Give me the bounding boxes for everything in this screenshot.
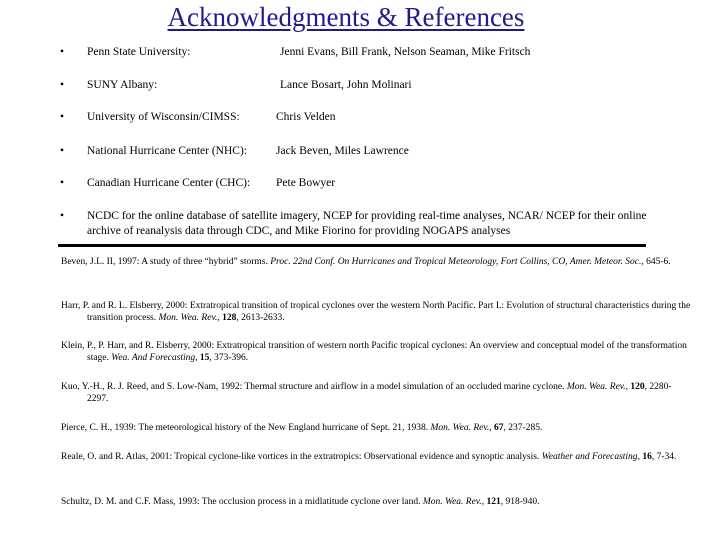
reference-text: Kuo, Y.-H., R. J. Reed, and S. Low-Nam, 1992: Thermal structure and airflow in a model simulation of an occluded marine cyclone. — [61, 382, 567, 392]
reference-item: Kuo, Y.-H., R. J. Reed, and S. Low-Nam, 1992: Thermal structure and airflow in a model simulation of an occluded marine cyclone. Mon. Wea. Rev., 120, 2280-2297. — [61, 382, 672, 404]
reference-text: Beven, J.L. II, 1997: A study of three “hybrid” storms. — [61, 257, 271, 267]
reference-text: Harr, P. and R. L. Elsberry, 2000: Extratropical transition of tropical cyclones over the western North Pacific. Part I.: Evolution of structural characteristics during the transition process. — [61, 301, 691, 323]
reference-item: Klein, P., P. Harr, and R. Elsberry, 2000: Extratropical transition of western north Pacific tropical cyclones: An overview and conceptual model of the transformation stage. Wea. And Forecasting, 15, 373-396. — [61, 341, 687, 363]
reference-volume: 67 — [494, 423, 504, 433]
ack-institution: University of Wisconsin/CIMSS: — [87, 111, 240, 123]
reference-item: Reale, O. and R. Atlas, 2001: Tropical cyclone-like vortices in the extratropics: Observational evidence and synoptic analysis. Weather and Forecasting, 16, 7-34. — [61, 452, 677, 462]
ack-people: Jack Beven, Miles Lawrence — [276, 145, 409, 157]
reference-text: Klein, P., P. Harr, and R. Elsberry, 2000: Extratropical transition of western north Pacific tropical cyclones: An overview and conceptual model of the transformation stage. — [61, 341, 687, 363]
bullet: • — [60, 145, 65, 157]
bullet: • — [60, 79, 65, 91]
bullet: • — [60, 177, 65, 189]
ack-institution: SUNY Albany: — [87, 79, 158, 91]
reference-pages: , 918-940. — [500, 497, 540, 507]
bullet: • — [60, 111, 65, 123]
bullet: • — [60, 46, 65, 58]
ack-institution: Canadian Hurricane Center (CHC): — [87, 177, 251, 189]
ack-item — [60, 209, 650, 239]
reference-journal: Mon. Wea. Rev. — [566, 382, 626, 392]
reference-journal: Mon. Wea. Rev. — [158, 313, 218, 323]
ack-institution: Penn State University: — [87, 46, 191, 58]
reference-journal: Weather and Forecasting — [541, 452, 638, 462]
reference-volume: 121 — [486, 497, 501, 507]
reference-pages: , 237-285. — [503, 423, 543, 433]
reference-item: Harr, P. and R. L. Elsberry, 2000: Extratropical transition of tropical cyclones over the western North Pacific. Part I.: Evolution of structural characteristics during the transition process. Mon. Wea. Rev., 128, 2613-2633. — [61, 301, 691, 323]
ack-people: Pete Bowyer — [276, 177, 336, 189]
reference-item: Pierce, C. H., 1939: The meteorological history of the New England hurricane of Sept. 21, 1938. Mon. Wea. Rev., 67, 237-285. — [61, 423, 543, 433]
ack-people: Lance Bosart, John Molinari — [280, 79, 412, 91]
reference-item — [61, 256, 692, 268]
reference-volume: 15 — [199, 353, 210, 363]
reference-journal: Mon. Wea. Rev. — [430, 423, 490, 433]
page-title: Acknowledgments & References — [167, 2, 525, 32]
reference-volume: 120 — [630, 382, 645, 392]
reference-journal: Proc. 22nd Conf. On Hurricanes and Tropical Meteorology, Fort Collins, CO, Amer. Meteor. Soc. — [270, 257, 642, 267]
ack-people: Chris Velden — [276, 111, 336, 123]
reference-pages: , 2280-2297. — [87, 382, 672, 404]
reference-journal: Wea. And Forecasting — [111, 353, 196, 363]
divider — [58, 244, 646, 247]
reference-volume: 128 — [222, 313, 237, 323]
reference-pages: , 373-396. — [209, 353, 249, 363]
reference-text: Schultz, D. M. and C.F. Mass, 1993: The occlusion process in a midlatitude cyclone over land. — [61, 497, 423, 507]
ack-other: NCDC for the online database of satellite imagery, NCEP for providing real-time analyses, NCAR/ NCEP for their online archive of reanalysis data through CDC, and Mike Fiorino for providing NOGAPS analyses — [87, 210, 647, 237]
reference-text: Reale, O. and R. Atlas, 2001: Tropical cyclone-like vortices in the extratropics: Observational evidence and synoptic analysis. — [61, 452, 542, 462]
ack-institution: National Hurricane Center (NHC): — [87, 145, 247, 157]
reference-item: Schultz, D. M. and C.F. Mass, 1993: The occlusion process in a midlatitude cyclone over land. Mon. Wea. Rev., 121, 918-940. — [61, 497, 540, 507]
reference-pages: , 2613-2633. — [236, 313, 285, 323]
reference-pages: , 7-34. — [651, 452, 677, 462]
reference-journal: Mon. Wea. Rev. — [422, 497, 482, 507]
bullet: • — [60, 210, 65, 222]
ack-people: Jenni Evans, Bill Frank, Nelson Seaman, Mike Fritsch — [280, 46, 531, 58]
reference-volume: 16 — [642, 452, 652, 462]
reference-text: Pierce, C. H., 1939: The meteorological history of the New England hurricane of Sept. 21, 1938. — [61, 423, 431, 433]
reference-pages: , 645-6. — [641, 257, 671, 267]
